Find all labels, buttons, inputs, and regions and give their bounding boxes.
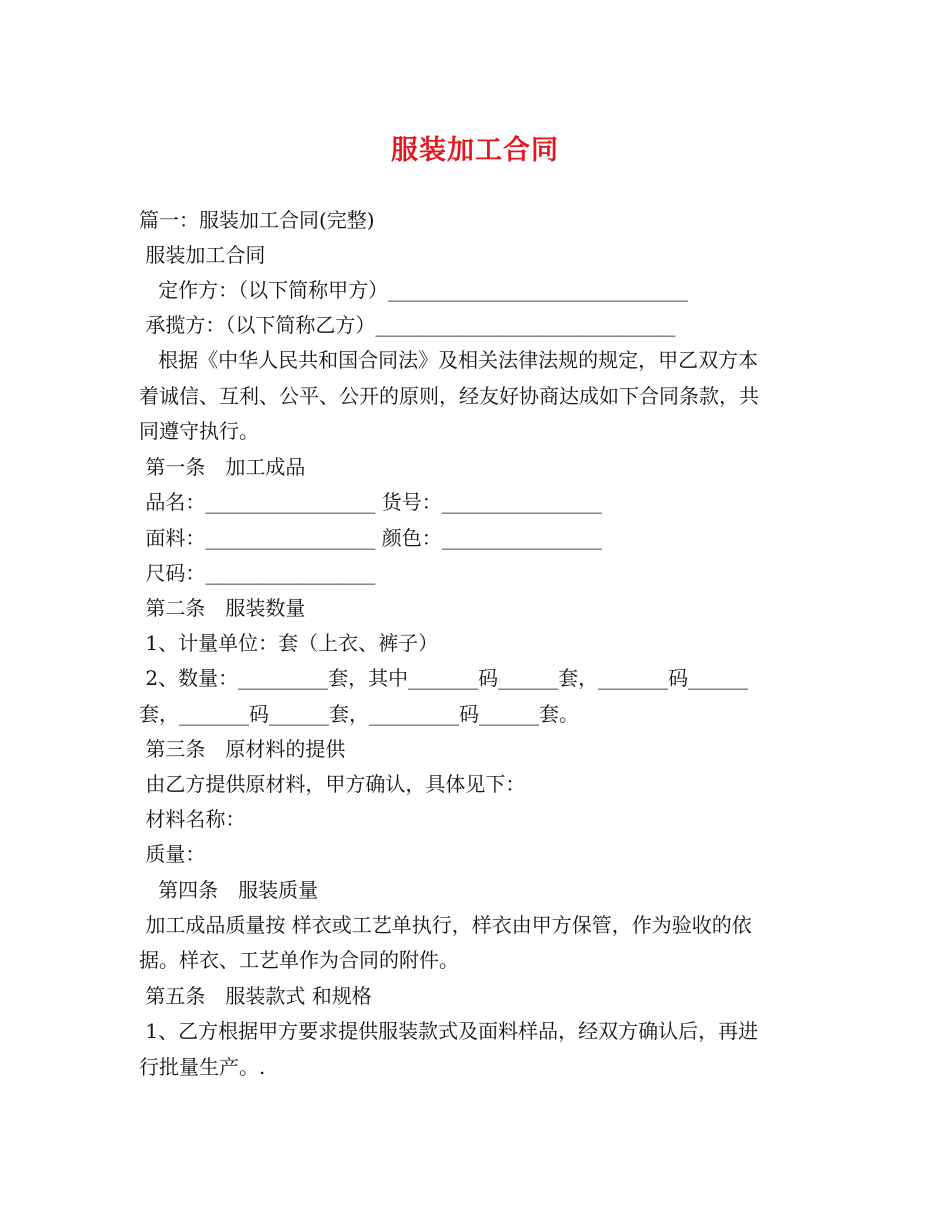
form-field-line: 品名：_________________ 货号：________________ xyxy=(139,490,602,514)
section-heading: 第二条 服装数量 xyxy=(139,596,306,620)
section-heading: 第五条 服装款式 和规格 xyxy=(139,984,372,1008)
text-line: 材料名称： xyxy=(139,807,246,831)
document-title: 服装加工合同 xyxy=(391,135,559,166)
section-heading: 第四条 服装质量 xyxy=(139,878,319,902)
text-line: 质量： xyxy=(139,842,206,866)
text-line: 服装加工合同 xyxy=(139,243,266,267)
text-line: 同遵守执行。 xyxy=(139,419,259,443)
text-line: 根据《中华人民共和国合同法》及相关法律法规的规定，甲乙双方本 xyxy=(139,348,759,372)
text-line: 承揽方：（以下简称乙方）______________________________ xyxy=(139,313,676,337)
text-line: 套，_______码______套，_________码______套。 xyxy=(139,702,579,726)
text-line: 篇一：服装加工合同(完整) xyxy=(139,208,375,232)
text-line: 由乙方提供原材料，甲方确认，具体见下： xyxy=(139,772,526,796)
text-line: 行批量生产。. xyxy=(139,1055,266,1079)
form-field-line: 尺码：_________________ xyxy=(139,561,376,585)
text-line: 着诚信、互利、公平、公开的原则，经友好协商达成如下合同条款，共 xyxy=(139,384,759,408)
text-line: 加工成品质量按 样衣或工艺单执行，样衣由甲方保管，作为验收的依 xyxy=(139,913,752,937)
text-line: 1、乙方根据甲方要求提供服装款式及面料样品，经双方确认后，再进 xyxy=(139,1019,759,1043)
text-line: 1、计量单位：套（上衣、裤子） xyxy=(139,631,439,655)
text-line: 定作方：（以下简称甲方）______________________________ xyxy=(139,278,689,302)
form-field-line: 面料：_________________ 颜色：________________ xyxy=(139,526,602,550)
text-line: 2、数量：_________套，其中_______码______套，_______码______ xyxy=(139,666,749,690)
text-line: 据。样衣、工艺单作为合同的附件。 xyxy=(139,948,459,972)
section-heading: 第一条 加工成品 xyxy=(139,455,306,479)
section-heading: 第三条 原材料的提供 xyxy=(139,737,346,761)
